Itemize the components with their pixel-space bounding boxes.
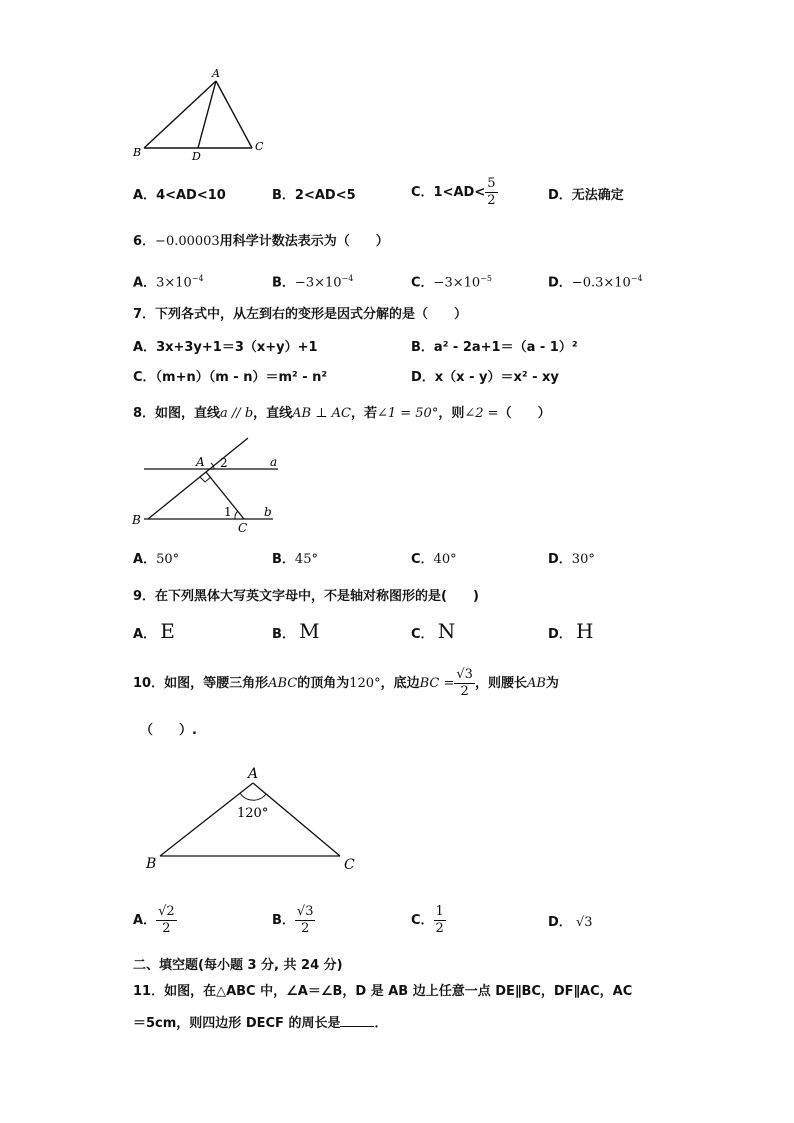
q8-stem: 8．如图，直线a // b，直线AB ⊥ AC，若∠1 = 50°，则∠2 =（ ） <box>133 406 551 421</box>
q8-option-c[interactable]: C．40° <box>411 552 457 567</box>
q9-option-c[interactable]: C． N <box>411 619 456 643</box>
q10-stem: 10．如图，等腰三角形ABC的顶角为120°，底边BC = $\frac{√3}{2}$ ，则腰长AB为 <box>133 667 559 699</box>
q9-option-b[interactable]: B． M <box>272 619 320 643</box>
q11-line1: 11．如图，在△ABC 中，∠A＝∠B，D 是 AB 边上任意一点 DE∥BC，DF∥AC，AC <box>133 984 633 999</box>
section-heading-fill-in: 二、填空题(每小题 3 分, 共 24 分) <box>133 958 343 973</box>
angle-1-arc <box>235 511 238 519</box>
line-ab <box>148 438 248 519</box>
q7-option-a[interactable]: A．3x+3y+1＝3（x+y）+1 <box>133 340 318 355</box>
label-c: C <box>344 857 355 873</box>
q9-option-d[interactable]: D． H <box>548 619 594 643</box>
label-two: 2 <box>220 456 228 470</box>
parallel-lines-figure-q8 <box>128 430 288 538</box>
q6-option-a[interactable]: A．$3\times 10^{-4}$ <box>133 274 204 291</box>
label-c-point: C <box>238 521 248 535</box>
label-b: B <box>146 856 157 872</box>
q6-stem: 6．−0.00003用科学计数法表示为（ ） <box>133 234 389 249</box>
label-one: 1 <box>224 505 232 519</box>
label-a: A <box>248 766 259 782</box>
triangle-figure-q5 <box>128 64 278 164</box>
fraction-5-2: $\frac{5}{2}$ <box>487 176 496 208</box>
segment-ad <box>198 81 216 148</box>
segment-ac <box>216 81 252 148</box>
answer-blank[interactable] <box>340 1026 374 1027</box>
fraction-root3-2: $\frac{√3}{2}$ <box>456 667 473 699</box>
q8-option-d[interactable]: D．30° <box>548 552 595 567</box>
apex-angle-arc <box>240 793 266 800</box>
q7-option-d[interactable]: D．x（x - y）＝x² - xy <box>411 370 559 385</box>
right-angle-mark <box>200 477 211 482</box>
label-d: D <box>192 150 201 163</box>
q6-option-d[interactable]: D．$-0.3\times 10^{-4}$ <box>548 274 643 291</box>
q7-option-b[interactable]: B．a² - 2a+1＝（a - 1）² <box>411 340 578 355</box>
label-a-point: A <box>196 455 205 469</box>
q6-option-b[interactable]: B．$-3\times 10^{-4}$ <box>272 274 354 291</box>
isosceles-triangle-figure-q10 <box>140 762 370 877</box>
q10-option-b[interactable]: B． $\frac{√3}{2}$ <box>272 904 314 936</box>
q5-option-a[interactable]: A．4<AD<10 <box>133 188 226 203</box>
label-line-a: a <box>270 455 278 469</box>
label-c: C <box>255 140 264 153</box>
q11-line2: ＝5cm，则四边形 DECF 的周长是 ． <box>133 1016 388 1031</box>
q5-option-d[interactable]: D．无法确定 <box>548 188 624 203</box>
q8-option-b[interactable]: B．45° <box>272 552 318 567</box>
label-b-point: B <box>132 513 141 527</box>
q10-option-c[interactable]: C． $\frac{1}{2}$ <box>411 904 444 936</box>
q10-parenthesis: （ ）. <box>140 723 197 738</box>
label-line-b: b <box>264 505 272 519</box>
q10-option-a[interactable]: A． $\frac{√2}{2}$ <box>133 904 175 936</box>
q9-option-a[interactable]: A． E <box>133 619 175 643</box>
q5-option-b[interactable]: B．2<AD<5 <box>272 188 356 203</box>
segment-ab <box>144 81 216 148</box>
q8-option-a[interactable]: A．50° <box>133 552 180 567</box>
label-a: A <box>212 67 220 80</box>
q10-option-d[interactable]: D． √3 <box>548 915 593 930</box>
label-angle: 120° <box>237 806 269 821</box>
q5-option-c[interactable]: C．1<AD< $\frac{5}{2}$ <box>411 176 496 208</box>
q7-option-c[interactable]: C．（m+n）（m - n）＝m² - n² <box>133 370 328 385</box>
q6-option-c[interactable]: C．$-3\times 10^{-5}$ <box>411 274 492 291</box>
q7-stem: 7．下列各式中，从左到右的变形是因式分解的是（ ） <box>133 307 468 322</box>
label-b: B <box>133 146 142 159</box>
q9-stem: 9．在下列黑体大写英文字母中，不是轴对称图形的是( ) <box>133 589 479 604</box>
